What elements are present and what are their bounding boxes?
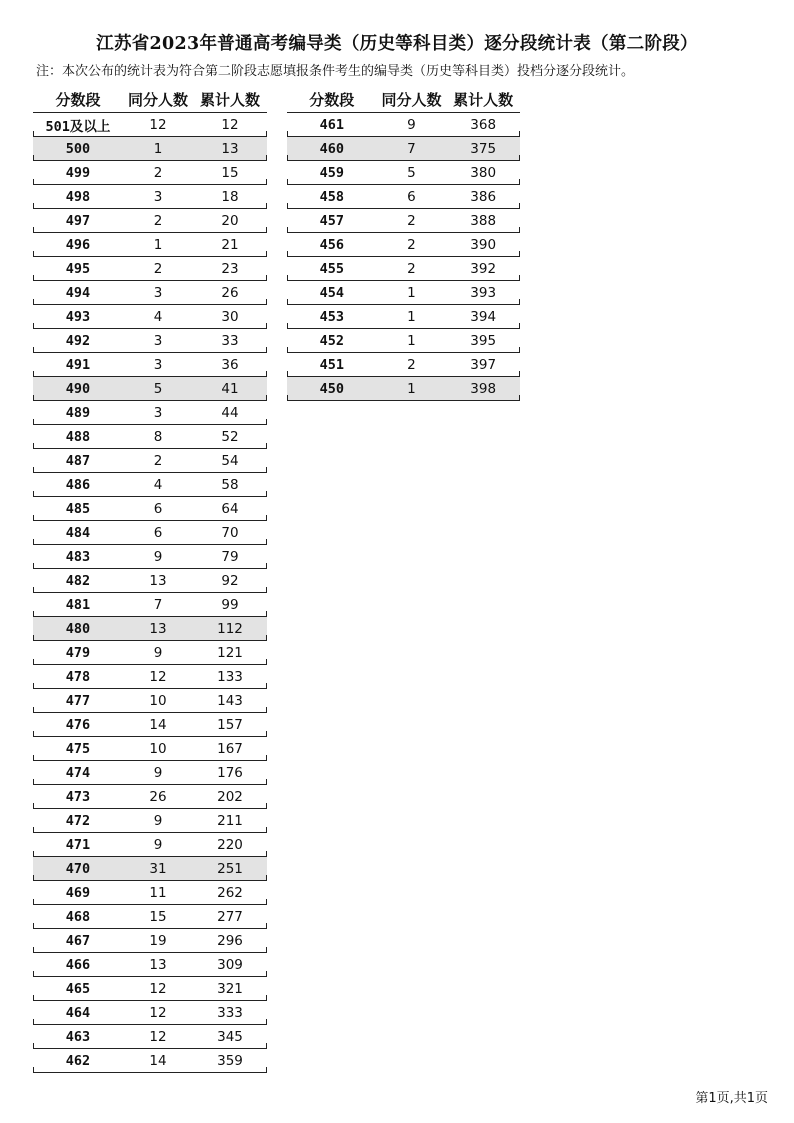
same-count-cell: 2 bbox=[153, 164, 163, 181]
cumulative-cell: 375 bbox=[470, 140, 497, 157]
score-cell: 500 bbox=[65, 140, 91, 157]
table-note: 注：本次公布的统计表为符合第二阶段志愿填报条件考生的编导类（历史等科目类）投档分逐分段统计。 bbox=[36, 64, 635, 79]
same-count-cell: 9 bbox=[153, 836, 163, 853]
score-cell: 454 bbox=[319, 284, 344, 301]
table-row bbox=[33, 929, 267, 953]
header-score: 分数段 bbox=[309, 90, 355, 109]
cumulative-cell: 176 bbox=[217, 764, 243, 781]
table-row bbox=[33, 185, 267, 209]
same-count-cell: 1 bbox=[407, 332, 416, 349]
table-row bbox=[33, 833, 267, 857]
table-row bbox=[287, 305, 520, 329]
table-row bbox=[33, 665, 267, 689]
table-row bbox=[33, 617, 267, 641]
table-row bbox=[33, 881, 267, 905]
table-row bbox=[33, 377, 267, 401]
cumulative-cell: 133 bbox=[217, 668, 243, 685]
same-count-cell: 19 bbox=[149, 932, 167, 949]
cumulative-cell: 220 bbox=[217, 836, 243, 853]
cumulative-cell: 54 bbox=[221, 452, 239, 469]
cumulative-cell: 167 bbox=[217, 740, 243, 757]
table-body-left bbox=[33, 113, 267, 1073]
same-count-cell: 1 bbox=[407, 284, 416, 301]
table-body-right bbox=[287, 113, 520, 401]
score-cell: 457 bbox=[319, 212, 344, 229]
cumulative-cell: 359 bbox=[217, 1052, 243, 1069]
same-count-cell: 10 bbox=[149, 692, 167, 709]
same-count-cell: 12 bbox=[149, 1028, 167, 1045]
score-cell: 495 bbox=[65, 260, 91, 277]
score-cell: 497 bbox=[65, 212, 91, 229]
score-cell: 471 bbox=[65, 836, 91, 853]
table-row bbox=[287, 353, 520, 377]
cumulative-cell: 99 bbox=[221, 596, 239, 613]
table-row bbox=[33, 161, 267, 185]
same-count-cell: 10 bbox=[149, 740, 167, 757]
score-cell: 496 bbox=[65, 236, 91, 253]
score-cell: 478 bbox=[65, 668, 91, 685]
header-same-count: 同分人数 bbox=[127, 90, 188, 109]
cumulative-cell: 112 bbox=[217, 620, 243, 637]
same-count-cell: 12 bbox=[149, 668, 167, 685]
table-row bbox=[287, 137, 520, 161]
score-cell: 481 bbox=[65, 596, 91, 613]
table-header bbox=[287, 86, 520, 113]
cumulative-cell: 33 bbox=[221, 332, 239, 349]
cumulative-cell: 121 bbox=[217, 644, 243, 661]
score-cell: 494 bbox=[65, 284, 91, 301]
table-row bbox=[33, 857, 267, 881]
score-table-right bbox=[287, 86, 520, 401]
table-row bbox=[33, 137, 267, 161]
same-count-cell: 1 bbox=[153, 140, 163, 157]
same-count-cell: 13 bbox=[149, 620, 167, 637]
cumulative-cell: 15 bbox=[221, 164, 239, 181]
same-count-cell: 15 bbox=[149, 908, 167, 925]
cumulative-cell: 12 bbox=[221, 116, 239, 133]
same-count-cell: 1 bbox=[407, 380, 416, 397]
table-row bbox=[287, 209, 520, 233]
cumulative-cell: 390 bbox=[470, 236, 497, 253]
table-row bbox=[287, 329, 520, 353]
cumulative-cell: 79 bbox=[221, 548, 239, 565]
cumulative-cell: 380 bbox=[470, 164, 497, 181]
same-count-cell: 2 bbox=[407, 260, 416, 277]
same-count-cell: 8 bbox=[153, 428, 163, 445]
score-cell: 498 bbox=[65, 188, 91, 205]
table-row bbox=[33, 689, 267, 713]
table-row bbox=[33, 809, 267, 833]
table-header bbox=[33, 86, 267, 113]
score-cell: 472 bbox=[65, 812, 91, 829]
page-footer: 第1页,共1页 bbox=[695, 1091, 768, 1106]
cumulative-cell: 58 bbox=[221, 476, 239, 493]
table-row bbox=[33, 761, 267, 785]
score-cell: 461 bbox=[319, 116, 344, 133]
same-count-cell: 9 bbox=[153, 644, 163, 661]
same-count-cell: 3 bbox=[153, 404, 163, 421]
cumulative-cell: 397 bbox=[470, 356, 497, 373]
cumulative-cell: 388 bbox=[470, 212, 497, 229]
table-row bbox=[33, 713, 267, 737]
cumulative-cell: 157 bbox=[217, 716, 243, 733]
table-row bbox=[33, 737, 267, 761]
same-count-cell: 2 bbox=[407, 212, 416, 229]
cumulative-cell: 21 bbox=[221, 236, 239, 253]
score-cell: 463 bbox=[65, 1028, 91, 1045]
score-cell: 452 bbox=[319, 332, 344, 349]
score-cell: 459 bbox=[319, 164, 344, 181]
cumulative-cell: 296 bbox=[217, 932, 243, 949]
same-count-cell: 1 bbox=[407, 308, 416, 325]
score-cell: 485 bbox=[65, 500, 91, 517]
table-row bbox=[33, 257, 267, 281]
same-count-cell: 7 bbox=[407, 140, 416, 157]
score-cell: 501及以上 bbox=[45, 118, 111, 135]
same-count-cell: 2 bbox=[153, 212, 163, 229]
score-cell: 464 bbox=[65, 1004, 91, 1021]
header-score: 分数段 bbox=[55, 90, 101, 109]
table-row bbox=[33, 1025, 267, 1049]
table-row bbox=[33, 233, 267, 257]
table-row bbox=[287, 161, 520, 185]
same-count-cell: 5 bbox=[407, 164, 416, 181]
score-cell: 469 bbox=[65, 884, 91, 901]
cumulative-cell: 41 bbox=[221, 380, 239, 397]
same-count-cell: 9 bbox=[407, 116, 416, 133]
header-cumulative: 累计人数 bbox=[199, 90, 260, 109]
score-cell: 483 bbox=[65, 548, 91, 565]
cumulative-cell: 333 bbox=[217, 1004, 243, 1021]
score-cell: 482 bbox=[65, 572, 91, 589]
same-count-cell: 3 bbox=[153, 188, 163, 205]
score-cell: 487 bbox=[65, 452, 91, 469]
table-row bbox=[33, 641, 267, 665]
table-row bbox=[287, 257, 520, 281]
header-cumulative: 累计人数 bbox=[453, 90, 514, 109]
same-count-cell: 2 bbox=[407, 356, 416, 373]
score-cell: 451 bbox=[319, 356, 344, 373]
cumulative-cell: 398 bbox=[470, 380, 497, 397]
table-row bbox=[287, 377, 520, 401]
score-cell: 474 bbox=[65, 764, 91, 781]
score-cell: 486 bbox=[65, 476, 91, 493]
header-same-count: 同分人数 bbox=[381, 90, 442, 109]
score-cell: 493 bbox=[65, 308, 91, 325]
cumulative-cell: 368 bbox=[470, 116, 497, 133]
same-count-cell: 14 bbox=[149, 716, 167, 733]
same-count-cell: 11 bbox=[149, 884, 167, 901]
score-cell: 484 bbox=[65, 524, 91, 541]
score-cell: 467 bbox=[65, 932, 91, 949]
score-cell: 492 bbox=[65, 332, 91, 349]
same-count-cell: 6 bbox=[153, 524, 163, 541]
cumulative-cell: 277 bbox=[217, 908, 243, 925]
table-row bbox=[287, 185, 520, 209]
same-count-cell: 2 bbox=[153, 260, 163, 277]
same-count-cell: 26 bbox=[149, 788, 167, 805]
cumulative-cell: 30 bbox=[221, 308, 239, 325]
same-count-cell: 4 bbox=[153, 476, 163, 493]
same-count-cell: 12 bbox=[149, 980, 167, 997]
same-count-cell: 6 bbox=[407, 188, 416, 205]
score-cell: 477 bbox=[65, 692, 91, 709]
cumulative-cell: 345 bbox=[217, 1028, 243, 1045]
score-cell: 460 bbox=[319, 140, 344, 157]
table-row bbox=[287, 233, 520, 257]
cumulative-cell: 392 bbox=[470, 260, 497, 277]
table-row bbox=[33, 209, 267, 233]
same-count-cell: 4 bbox=[153, 308, 163, 325]
cumulative-cell: 386 bbox=[470, 188, 497, 205]
same-count-cell: 9 bbox=[153, 764, 163, 781]
table-row bbox=[33, 449, 267, 473]
table-row bbox=[33, 593, 267, 617]
table-row bbox=[33, 497, 267, 521]
same-count-cell: 1 bbox=[153, 236, 163, 253]
table-row bbox=[33, 113, 267, 137]
table-row bbox=[33, 521, 267, 545]
cumulative-cell: 20 bbox=[221, 212, 239, 229]
score-cell: 499 bbox=[65, 164, 91, 181]
score-cell: 468 bbox=[65, 908, 91, 925]
same-count-cell: 6 bbox=[153, 500, 163, 517]
table-row bbox=[33, 953, 267, 977]
cumulative-cell: 13 bbox=[221, 140, 239, 157]
score-cell: 491 bbox=[65, 356, 91, 373]
cumulative-cell: 395 bbox=[470, 332, 497, 349]
score-cell: 470 bbox=[65, 860, 91, 877]
cumulative-cell: 309 bbox=[217, 956, 243, 973]
table-row bbox=[287, 113, 520, 137]
cumulative-cell: 44 bbox=[221, 404, 239, 421]
score-cell: 455 bbox=[319, 260, 344, 277]
table-row bbox=[33, 401, 267, 425]
score-cell: 488 bbox=[65, 428, 91, 445]
cumulative-cell: 394 bbox=[470, 308, 497, 325]
score-cell: 475 bbox=[65, 740, 91, 757]
score-cell: 479 bbox=[65, 644, 91, 661]
table-row bbox=[33, 353, 267, 377]
table-row bbox=[33, 281, 267, 305]
table-row bbox=[33, 1049, 267, 1073]
cumulative-cell: 251 bbox=[217, 860, 243, 877]
same-count-cell: 13 bbox=[149, 572, 167, 589]
table-row bbox=[33, 1001, 267, 1025]
same-count-cell: 14 bbox=[149, 1052, 167, 1069]
score-cell: 462 bbox=[65, 1052, 91, 1069]
same-count-cell: 31 bbox=[149, 860, 167, 877]
table-row bbox=[287, 281, 520, 305]
same-count-cell: 12 bbox=[149, 1004, 167, 1021]
table-row bbox=[33, 785, 267, 809]
same-count-cell: 3 bbox=[153, 356, 163, 373]
score-cell: 466 bbox=[65, 956, 91, 973]
cumulative-cell: 23 bbox=[221, 260, 239, 277]
same-count-cell: 3 bbox=[153, 332, 163, 349]
cumulative-cell: 52 bbox=[221, 428, 239, 445]
cumulative-cell: 393 bbox=[470, 284, 497, 301]
same-count-cell: 2 bbox=[153, 452, 163, 469]
cumulative-cell: 26 bbox=[221, 284, 239, 301]
cumulative-cell: 18 bbox=[221, 188, 239, 205]
table-row bbox=[33, 905, 267, 929]
score-cell: 480 bbox=[65, 620, 91, 637]
table-row bbox=[33, 569, 267, 593]
table-row bbox=[33, 305, 267, 329]
score-cell: 456 bbox=[319, 236, 344, 253]
score-cell: 476 bbox=[65, 716, 91, 733]
cumulative-cell: 262 bbox=[217, 884, 243, 901]
cumulative-cell: 202 bbox=[217, 788, 243, 805]
cumulative-cell: 321 bbox=[217, 980, 243, 997]
score-cell: 465 bbox=[65, 980, 91, 997]
score-cell: 489 bbox=[65, 404, 91, 421]
table-row bbox=[33, 473, 267, 497]
score-cell: 453 bbox=[319, 308, 344, 325]
score-table-left bbox=[33, 86, 267, 1073]
score-cell: 490 bbox=[65, 380, 91, 397]
same-count-cell: 5 bbox=[153, 380, 163, 397]
same-count-cell: 13 bbox=[149, 956, 167, 973]
table-row bbox=[33, 425, 267, 449]
same-count-cell: 12 bbox=[149, 116, 167, 133]
score-cell: 450 bbox=[319, 380, 344, 397]
score-cell: 473 bbox=[65, 788, 91, 805]
cumulative-cell: 36 bbox=[221, 356, 239, 373]
cumulative-cell: 64 bbox=[221, 500, 239, 517]
same-count-cell: 9 bbox=[153, 548, 163, 565]
cumulative-cell: 143 bbox=[217, 692, 243, 709]
same-count-cell: 7 bbox=[153, 596, 163, 613]
table-row bbox=[33, 329, 267, 353]
table-row bbox=[33, 977, 267, 1001]
cumulative-cell: 211 bbox=[217, 812, 243, 829]
same-count-cell: 2 bbox=[407, 236, 416, 253]
same-count-cell: 3 bbox=[153, 284, 163, 301]
same-count-cell: 9 bbox=[153, 812, 163, 829]
page-title: 江苏省2023年普通高考编导类（历史等科目类）逐分段统计表（第二阶段） bbox=[96, 34, 698, 54]
cumulative-cell: 70 bbox=[221, 524, 239, 541]
table-row bbox=[33, 545, 267, 569]
cumulative-cell: 92 bbox=[221, 572, 239, 589]
score-cell: 458 bbox=[319, 188, 344, 205]
